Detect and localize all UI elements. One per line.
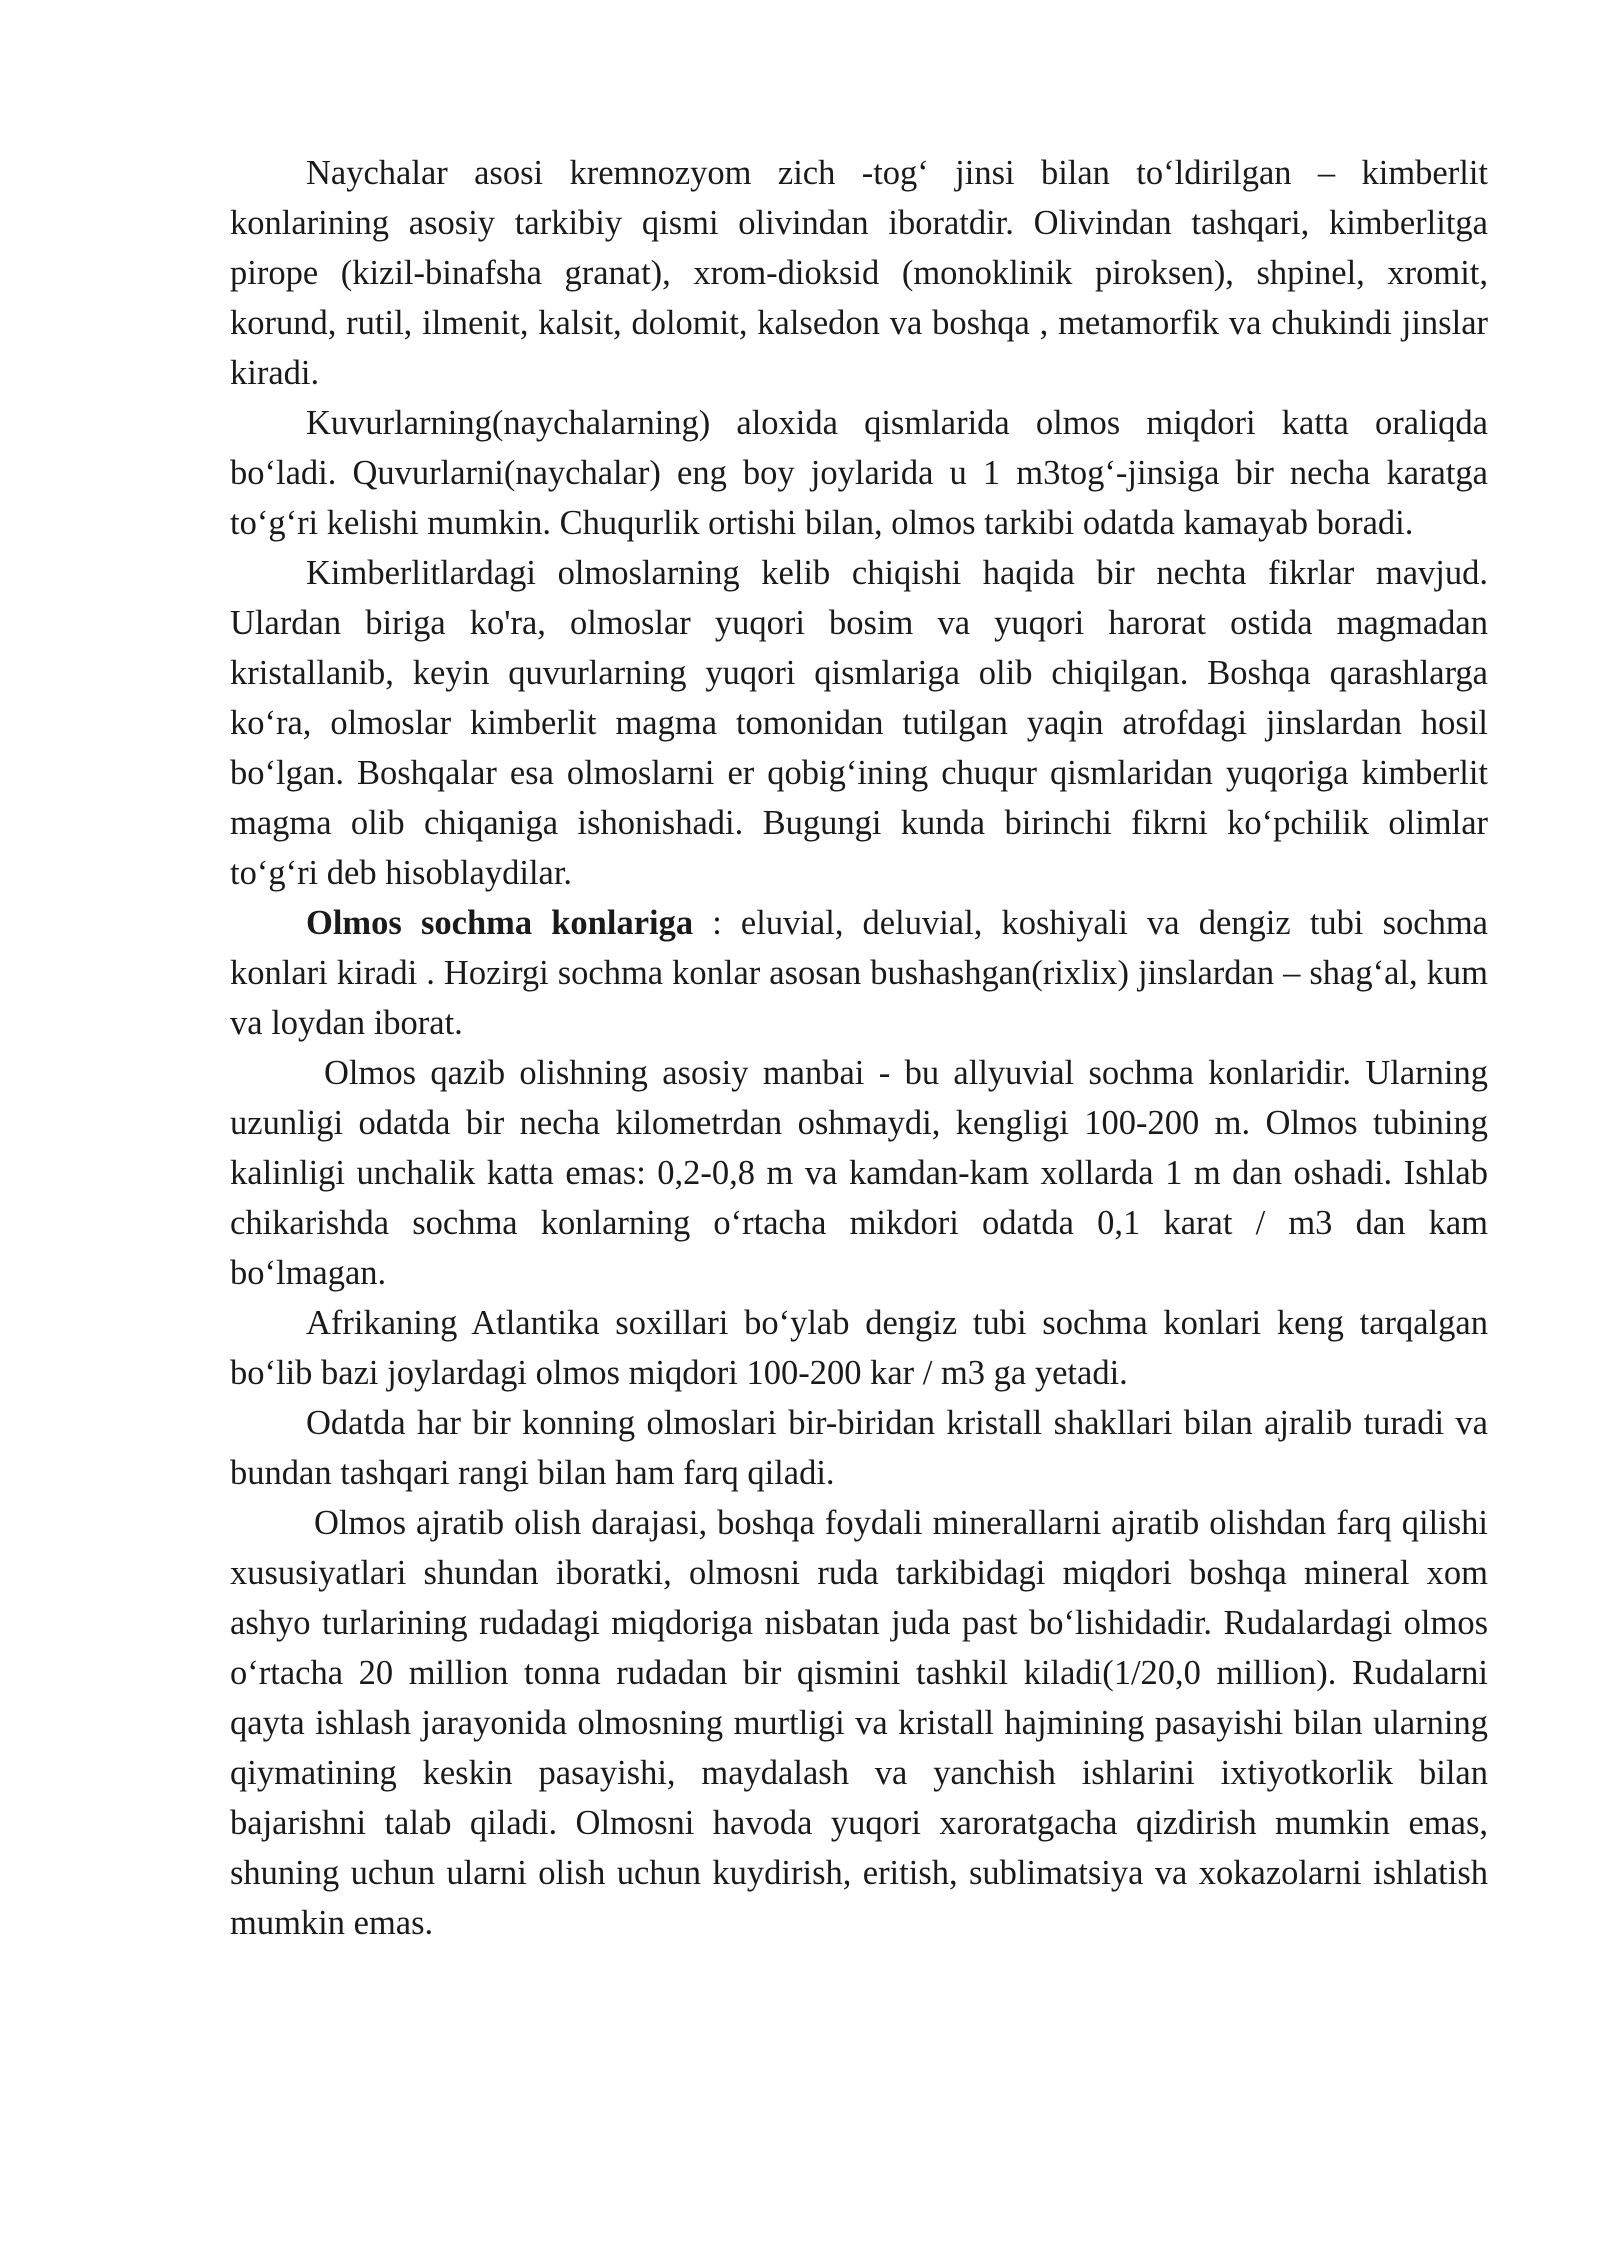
- paragraph-diamond-origin: Kimberlitlardagi olmoslarning kelib chiqishi haqida bir nechta fikrlar mavjud. Ulardan biriga ko'ra, olmoslar yuqori bosim va yuqori harorat ostida magmadan kristallanib, keyin quvurlarning yuqori qismlariga olib chiqilgan. Boshqa qarashlarga ko‘ra, olmoslar kimberlit magma tomonidan tutilgan yaqin atrofdagi jinslardan hosil bo‘lgan. Boshqalar esa olmoslarni er qobig‘ining chuqur qismlaridan yuqoriga kimberlit magma olib chiqaniga ishonishadi. Bugungi kunda birinchi fikrni ko‘pchilik olimlar to‘g‘ri deb hisoblaydilar.: [230, 554, 1488, 892]
- placer-deposits-text: : eluvial, deluvial, koshiyali va dengiz tubi sochma konlari kiradi . Hozirgi sochma konlar asosan bushashgan(rixlix) jinslardan – shag‘al, kum va loydan iborat.: [230, 904, 1488, 1042]
- paragraph-kimberlite-composition: Naychalar asosi kremnozyom zich -tog‘ jinsi bilan to‘ldirilgan – kimberlit konlarining asosiy tarkibiy qismi olivindan iboratdir. Olivindan tashqari, kimberlitga pirope (kizil-binafsha granat), xrom-dioksid (monoklinik piroksen), shpinel, xromit, korund, rutil, ilmenit, kalsit, dolomit, kalsedon va boshqa , metamorfik va chukindi jinslar kiradi.: [230, 154, 1488, 392]
- paragraph-alluvial-placers: Olmos qazib olishning asosiy manbai - bu allyuvial sochma konlaridir. Ularning uzunligi odatda bir necha kilometrdan oshmaydi, kengligi 100-200 m. Olmos tubining kalinligi unchalik katta emas: 0,2-0,8 m va kamdan-kam xollarda 1 m dan oshadi. Ishlab chikarishda sochma konlarning o‘rtacha mikdori odatda 0,1 karat / m3 dan kam bo‘lmagan.: [230, 1054, 1488, 1292]
- document-body: [230, 148, 1488, 1948]
- paragraph-pipe-diamond-content: Kuvurlarning(naychalarning) aloxida qismlarida olmos miqdori katta oraliqda bo‘ladi. Quvurlarni(naychalar) eng boy joylarida u 1 m3tog‘-jinsiga bir necha karatga to‘g‘ri kelishi mumkin. Chuqurlik ortishi bilan, olmos tarkibi odatda kamayab boradi.: [230, 404, 1488, 542]
- paragraph-crystal-shapes: Odatda har bir konning olmoslari bir-biridan kristall shakllari bilan ajralib turadi va bundan tashqari rangi bilan ham farq qiladi.: [230, 1404, 1488, 1492]
- paragraph-extraction-degree: Olmos ajratib olish darajasi, boshqa foydali minerallarni ajratib olishdan farq qilishi xususiyatlari shundan iboratki, olmosni ruda tarkibidagi miqdori boshqa mineral xom ashyo turlarining rudadagi miqdoriga nisbatan juda past bo‘lishidadir. Rudalardagi olmos o‘rtacha 20 million tonna rudadan bir qismini tashkil kiladi(1/20,0 million). Rudalarni qayta ishlash jarayonida olmosning murtligi va kristall hajmining pasayishi bilan ularning qiymatining keskin pasayishi, maydalash va yanchish ishlarini ixtiyotkorlik bilan bajarishni talab qiladi. Olmosni havoda yuqori xaroratgacha qizdirish mumkin emas, shuning uchun ularni olish uchun kuydirish, eritish, sublimatsiya va xokazolarni ishlatish mumkin emas.: [230, 1504, 1488, 1942]
- placer-deposits-heading: Olmos sochma konlariga: [306, 904, 694, 942]
- paragraph-placer-deposits: [230, 898, 1488, 1048]
- paragraph-atlantic-coast: Afrikaning Atlantika soxillari bo‘ylab dengiz tubi sochma konlari keng tarqalgan bo‘lib bazi joylardagi olmos miqdori 100-200 kar / m3 ga yetadi.: [230, 1304, 1488, 1392]
